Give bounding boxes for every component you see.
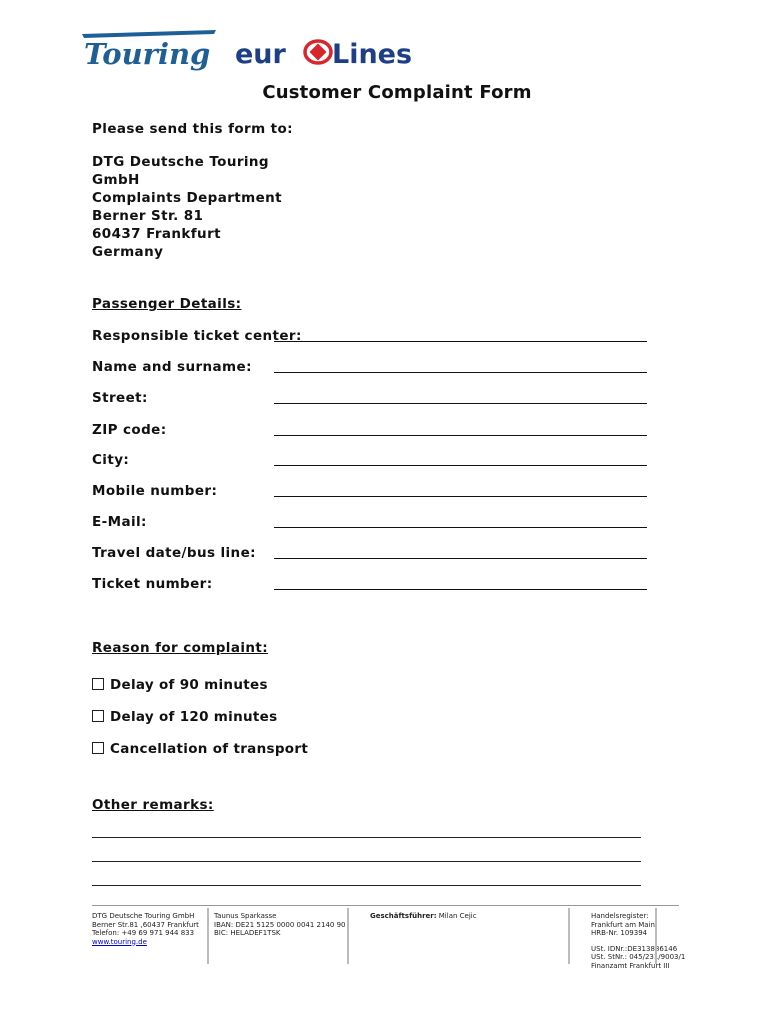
option-label: Cancellation of transport — [110, 741, 309, 757]
remarks-line[interactable] — [92, 837, 641, 838]
footer-text: Geschäftsführer: — [370, 912, 437, 920]
zip-input-line[interactable] — [274, 435, 647, 436]
send-to-label: Please send this form to: — [92, 121, 293, 137]
field-label: Ticket number: — [92, 576, 213, 592]
field-name-surname — [92, 359, 652, 379]
checkbox[interactable] — [92, 710, 104, 722]
field-city — [92, 452, 652, 472]
field-label: Responsible ticket center: — [92, 328, 302, 344]
address-line: Complaints Department — [92, 190, 283, 206]
footer-management — [370, 912, 477, 921]
option-label: Delay of 120 minutes — [110, 709, 278, 725]
option-label: Delay of 90 minutes — [110, 677, 268, 693]
svg-text:eur: eur — [235, 39, 286, 70]
footer-text: Taunus Sparkasse — [214, 912, 277, 920]
remarks-line[interactable] — [92, 861, 641, 862]
field-label: City: — [92, 452, 130, 468]
city-input-line[interactable] — [274, 465, 647, 466]
footer-text: Handelsregister: — [591, 912, 649, 920]
field-label: Travel date/bus line: — [92, 545, 256, 561]
footer-separator — [655, 908, 657, 964]
remarks-heading: Other remarks: — [92, 797, 214, 813]
footer-divider — [92, 905, 679, 906]
field-label: Mobile number: — [92, 483, 218, 499]
field-ticket-number — [92, 576, 652, 596]
reason-heading: Reason for complaint: — [92, 640, 269, 656]
field-zip — [92, 422, 652, 442]
footer-bank — [214, 912, 346, 938]
address-line: DTG Deutsche Touring — [92, 154, 269, 170]
address-line: Germany — [92, 244, 164, 260]
address-block — [92, 153, 282, 261]
mobile-input-line[interactable] — [274, 496, 647, 497]
footer-register — [591, 912, 685, 970]
svg-text:Lines: Lines — [332, 39, 413, 70]
footer-text: USt. IDNr.:DE313886146 — [591, 944, 678, 953]
ticket-center-input-line[interactable] — [274, 341, 647, 342]
footer-text: DTG Deutsche Touring GmbH — [92, 912, 195, 920]
field-street — [92, 390, 652, 410]
footer-text: Frankfurt am Main — [591, 920, 655, 929]
footer-text: HRB-Nr. 109394 — [591, 929, 648, 937]
footer-separator — [568, 908, 570, 964]
eurolines-logo — [235, 36, 435, 72]
footer-text: Berner Str.81 ,60437 Frankfurt — [92, 920, 199, 929]
field-email — [92, 514, 652, 534]
field-label: E-Mail: — [92, 514, 147, 530]
footer-text: Milan Cejic — [436, 912, 477, 920]
footer-text: IBAN: DE21 5125 0000 0041 2140 90 — [214, 920, 346, 929]
footer-company — [92, 912, 199, 946]
name-input-line[interactable] — [274, 372, 647, 373]
checkbox[interactable] — [92, 742, 104, 754]
remarks-line[interactable] — [92, 885, 641, 886]
svg-text:Touring: Touring — [84, 37, 211, 71]
logo-area — [80, 28, 440, 78]
field-travel-date — [92, 545, 652, 565]
footer-separator — [347, 908, 349, 964]
field-responsible-ticket-center — [92, 328, 652, 348]
option-delay-90[interactable] — [92, 677, 268, 693]
travel-date-input-line[interactable] — [274, 558, 647, 559]
field-mobile — [92, 483, 652, 503]
website-link[interactable]: www.touring.de — [92, 937, 147, 946]
touring-logo — [80, 28, 220, 74]
footer-text: Telefon: +49 69 971 944 833 — [92, 929, 195, 937]
footer-separator — [207, 908, 209, 964]
checkbox[interactable] — [92, 678, 104, 690]
field-label: ZIP code: — [92, 422, 167, 438]
email-input-line[interactable] — [274, 527, 647, 528]
field-label: Street: — [92, 390, 148, 406]
address-line: 60437 Frankfurt — [92, 226, 221, 242]
footer-text: BIC: HELADEF1TSK — [214, 929, 281, 937]
address-line: GmbH — [92, 172, 140, 188]
passenger-details-heading: Passenger Details: — [92, 296, 242, 312]
address-line: Berner Str. 81 — [92, 208, 204, 224]
field-label: Name and surname: — [92, 359, 252, 375]
footer-text: Finanzamt Frankfurt III — [591, 961, 670, 970]
option-cancellation[interactable] — [92, 741, 308, 757]
option-delay-120[interactable] — [92, 709, 277, 725]
footer-text: USt. StNr.: 045/231/9003/1 — [591, 953, 686, 961]
ticket-number-input-line[interactable] — [274, 589, 647, 590]
page-title: Customer Complaint Form — [262, 82, 532, 103]
street-input-line[interactable] — [274, 403, 647, 404]
